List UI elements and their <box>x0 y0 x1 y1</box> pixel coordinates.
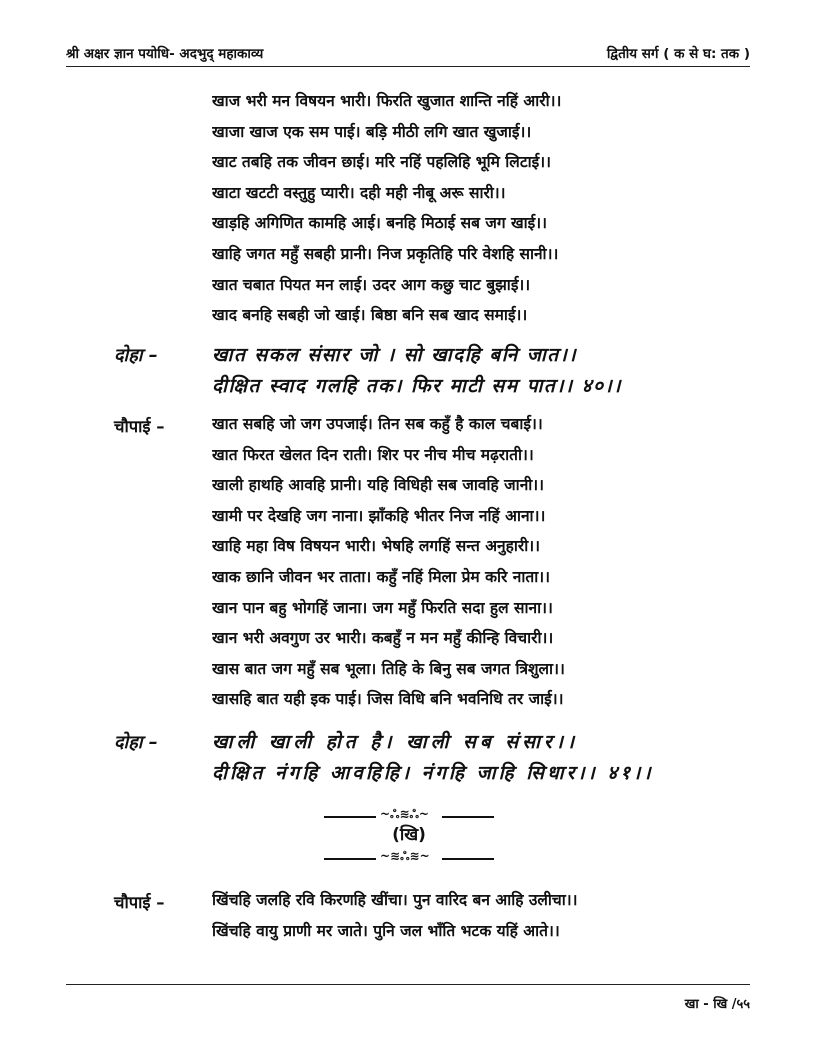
verse-line: खिंचहि वायु प्राणी मर जाते। पुनि जल भाँति भटक यहिं आते।। <box>212 921 560 940</box>
verse-line: खाट तबहि तक जीवन छाई। मरि नहिं पहलिहि भूमि लिटाई।। <box>212 153 552 172</box>
section-title: (खि) <box>392 825 426 845</box>
verse-line: खासहि बात यही इक पाई। जिस विधि बनि भवनिधि तर जाई।। <box>212 690 564 709</box>
chaupai-label: चौपाई – <box>114 417 165 436</box>
verse-line: खाहि महा विष विषयन भारी। भेषहि लगहिं सन्त अनुहारी।। <box>212 537 540 556</box>
header-rule <box>66 66 750 67</box>
divider-line <box>442 816 494 818</box>
verse-line: खाड़हि अगिणित कामहि आई। बनहि मिठाई सब जग खाई।। <box>212 214 548 233</box>
doha-label: दोहा – <box>114 345 158 366</box>
ornament-icon: ~≋ஃ≋~ <box>380 849 430 863</box>
verse-line: खात सबहि जो जग उपजाई। तिन सब कहुँ है काल चबाई।। <box>212 415 543 433</box>
page-header <box>66 40 750 68</box>
verse-line: खाक छानि जीवन भर ताता। कहुँ नहिं मिला प्रेम करि नाता।। <box>212 567 550 586</box>
verse-line: खाहि जगत महुँ सबही प्रानी। निज प्रकृतिहि परि वेशहि सानी।। <box>212 244 559 263</box>
verse-line: खिंचहि जलहि रवि किरणहि खींचा। पुन वारिद बन आहि उलीचा।। <box>212 891 578 909</box>
verse-line: खाटा खटटी वस्तुहु प्यारी। दही मही नीबू अरू सारी।। <box>212 183 506 202</box>
page-number: खा - खि /५५ <box>684 997 750 1012</box>
footer-rule <box>66 984 750 985</box>
doha-lines <box>212 727 712 789</box>
verse-line: खाली हाथहि आवहि प्रानी। यहि विधिही सब जावहि जानी।। <box>212 476 545 495</box>
chaupai-label: चौपाई – <box>114 893 165 912</box>
verse-line: खाज भरी मन विषयन भारी। फिरति खुजात शान्ति नहिं आरी।। <box>212 92 562 110</box>
verse-line: खामी पर देखहि जग नाना। झाँकहि भीतर निज नहिं आना।। <box>212 506 546 525</box>
verse-line: खाद बनहि सबही जो खाई। बिष्ठा बनि सब खाद समाई।। <box>212 306 528 325</box>
chaupai-lines <box>212 885 662 946</box>
section-divider <box>324 802 494 872</box>
verse-line: खास बात जग महुँ सब भूला। तिहि के बिनु सब जगत त्रिशुला।। <box>212 659 565 678</box>
doha-line: खात सकल संसार जो । सो खादहि बनि जात।। <box>212 344 578 366</box>
doha-line: खाली खाली होत है। खाली सब संसार।। <box>212 731 579 753</box>
verse-line: खान पान बहु भोगहिं जाना। जग महुँ फिरति सदा हुल साना।। <box>212 598 553 617</box>
doha-label: दोहा – <box>114 732 158 753</box>
ornament-icon: ~ஃ≋ஃ~ <box>380 807 429 821</box>
verse-line: खान भरी अवगुण उर भारी। कबहुँ न मन महुँ कीन्हि विचारी।। <box>212 629 554 648</box>
chapter-title: द्वितीय सर्ग ( क से घ: तक ) <box>606 46 750 62</box>
verse-line: खाजा खाज एक सम पाई। बड़ि मीठी लगि खात खुजाई।। <box>212 122 532 141</box>
doha-line: दीक्षित नंगहि आवहिहि। नंगहि जाहि सिधार।। ४१।। <box>212 762 654 784</box>
verses-top <box>212 86 662 331</box>
divider-line <box>442 858 494 860</box>
divider-line <box>324 816 376 818</box>
chaupai-lines <box>212 409 662 715</box>
verse-line: खात फिरत खेलत दिन राती। शिर पर नीच मीच मढ़राती।। <box>212 445 534 464</box>
doha-line: दीक्षित स्वाद गलहि तक। फिर माटी सम पात।। ४०।। <box>212 375 622 397</box>
divider-line <box>324 858 376 860</box>
book-title: श्री अक्षर ज्ञान पयोधि- अदभुद् महाकाव्य <box>66 46 264 62</box>
verse-line: खात चबात पियत मन लाई। उदर आग कछु चाट बुझाई।। <box>212 275 531 294</box>
doha-lines <box>212 340 712 402</box>
